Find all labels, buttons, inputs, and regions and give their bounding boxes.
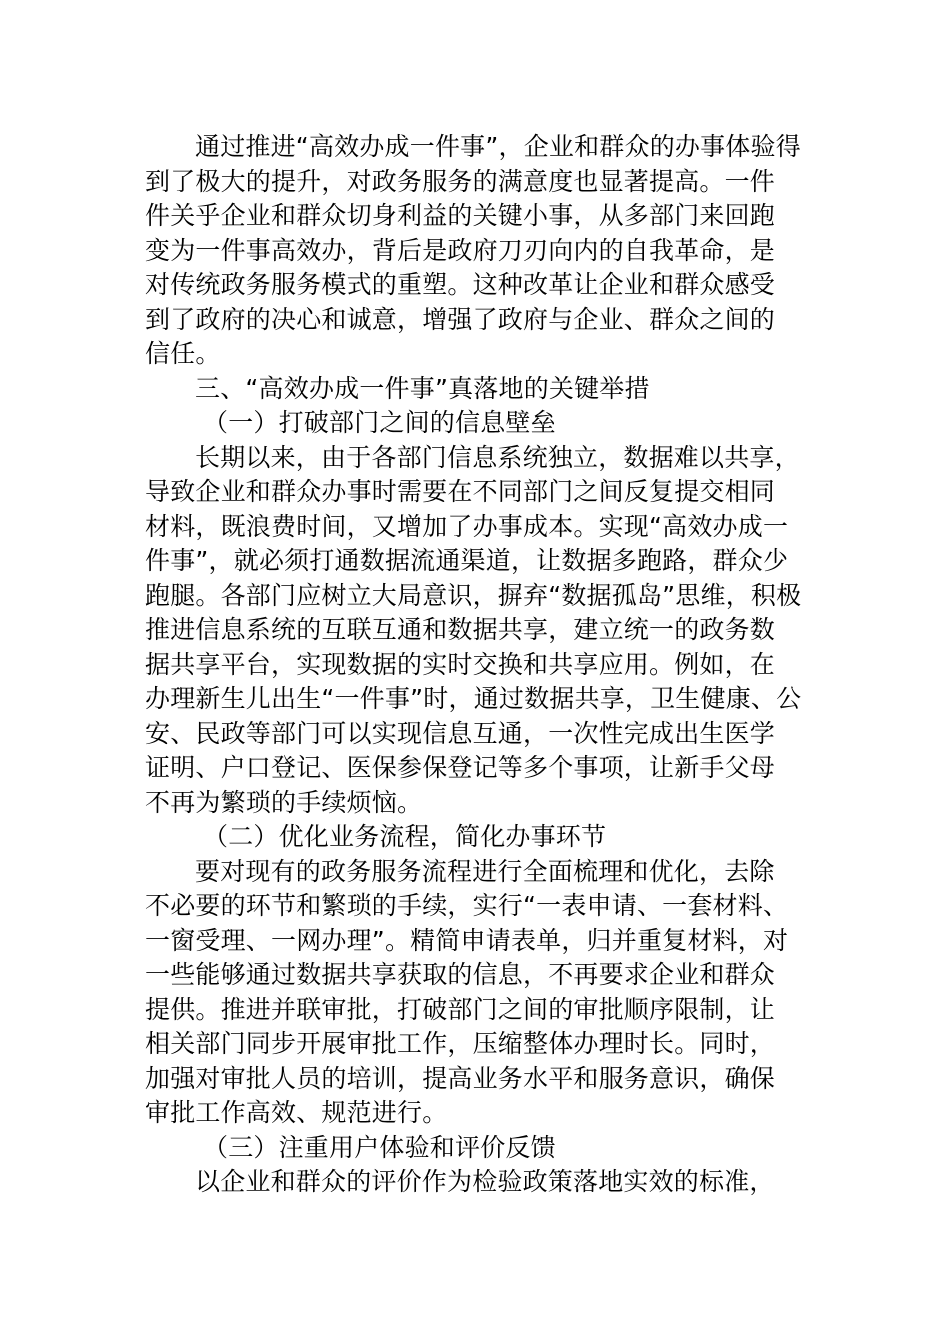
document-body (145, 130, 810, 1200)
paragraph-line: 以企业和群众的评价作为检验政策落地实效的标准， (195, 1167, 775, 1196)
paragraph-line: 相关部门同步开展审批工作，压缩整体办理时长。同时， (145, 1029, 776, 1058)
paragraph-line: 一窗受理、一网办理”。精简申请表单，归并重复材料，对 (145, 925, 789, 955)
paragraph-line: 导致企业和群众办事时需要在不同部门之间反复提交相同 (145, 477, 776, 506)
paragraph-line: 提供。推进并联审批，打破部门之间的审批顺序限制，让 (145, 994, 776, 1024)
paragraph-line: 变为一件事高效办，背后是政府刀刃向内的自我革命，是 (145, 235, 776, 265)
paragraph-line: 要对现有的政务服务流程进行全面梳理和优化，去除 (195, 856, 775, 886)
paragraph-line: 到了极大的提升，对政务服务的满意度也显著提高。一件 (145, 166, 776, 196)
paragraph-line: 跑腿。各部门应树立大局意识，摒弃“数据孤岛”思维，积极 (145, 580, 802, 610)
paragraph-line: 推进信息系统的互联互通和数据共享，建立统一的政务数 (145, 615, 776, 644)
paragraph-line: 办理新生儿出生“一件事”时，通过数据共享，卫生健康、公 (145, 684, 802, 713)
paragraph-line: 据共享平台，实现数据的实时交换和共享应用。例如，在 (145, 649, 776, 679)
paragraph-line: 安、民政等部门可以实现信息互通，一次性完成出生医学 (145, 718, 776, 748)
paragraph-line: 不必要的环节和繁琐的手续，实行“一表申请、一套材料、 (145, 891, 789, 920)
paragraph-line: 对传统政务服务模式的重塑。这种改革让企业和群众感受 (145, 270, 776, 299)
subsection-heading: （一）打破部门之间的信息壁垒 (203, 408, 556, 437)
subsection-heading: （二）优化业务流程，简化办事环节 (203, 822, 607, 851)
paragraph-line: 通过推进“高效办成一件事”，企业和群众的办事体验得 (195, 132, 801, 161)
paragraph-line: 信任。 (145, 339, 221, 368)
paragraph-line: 一些能够通过数据共享获取的信息，不再要求企业和群众 (145, 960, 776, 989)
paragraph-line: 不再为繁琐的手续烦恼。 (145, 787, 423, 817)
subsection-heading: （三）注重用户体验和评价反馈 (203, 1132, 556, 1162)
paragraph-line: 加强对审批人员的培训，提高业务水平和服务意识，确保 (145, 1063, 776, 1093)
paragraph-line: 证明、户口登记、医保参保登记等多个事项，让新手父母 (145, 753, 776, 782)
section-heading: 三、“高效办成一件事”真落地的关键举措 (195, 373, 650, 403)
paragraph-line: 件事”，就必须打通数据流通渠道，让数据多跑路，群众少 (145, 546, 789, 575)
paragraph-line: 材料，既浪费时间，又增加了办事成本。实现“高效办成一 (145, 511, 789, 541)
paragraph-line: 长期以来，由于各部门信息系统独立，数据难以共享， (195, 442, 800, 472)
paragraph-line: 到了政府的决心和诚意，增强了政府与企业、群众之间的 (145, 304, 776, 334)
paragraph-line: 审批工作高效、规范进行。 (145, 1098, 448, 1127)
paragraph-line: 件关乎企业和群众切身利益的关键小事，从多部门来回跑 (145, 201, 776, 230)
